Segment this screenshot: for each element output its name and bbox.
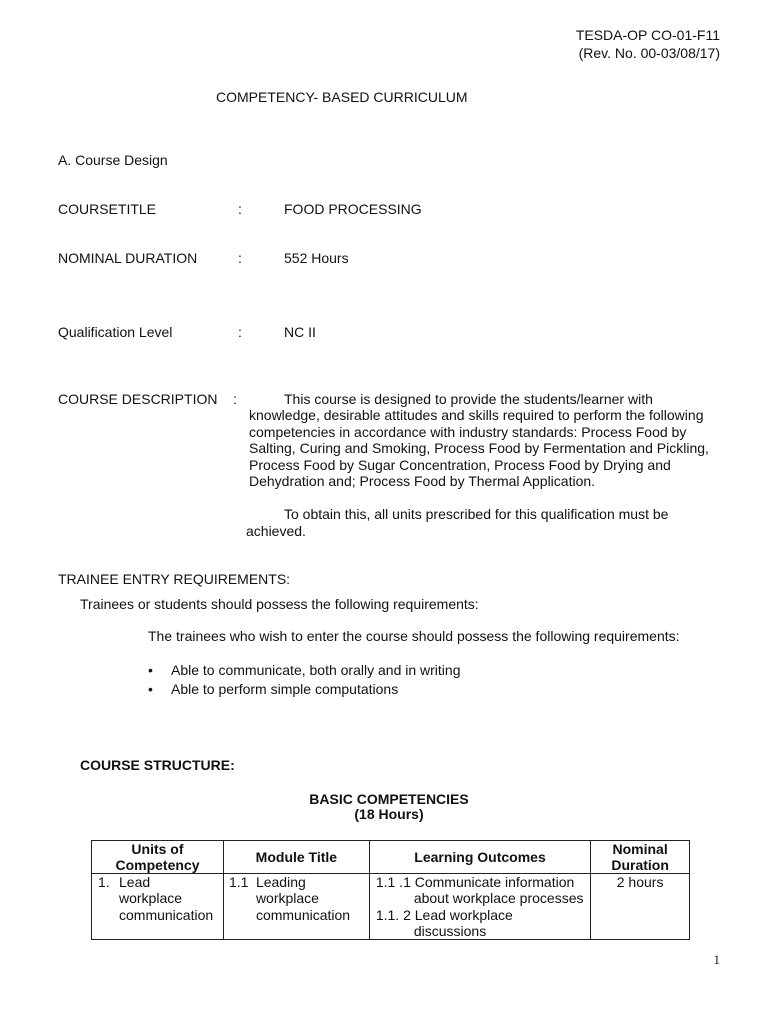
nominal-duration-cell: 2 hours (591, 874, 690, 940)
revision-number: (Rev. No. 00-03/08/17) (578, 45, 720, 61)
field-label-nominal-duration: NOMINAL DURATION (58, 250, 198, 266)
learning-outcome-item: 1.1 .1 Communicate information (375, 874, 575, 890)
field-separator: : (238, 250, 242, 266)
field-value-nominal-duration: 552 Hours (284, 250, 349, 266)
document-code: TESDA-OP CO-01-F11 (575, 27, 720, 43)
bullet-icon: • (148, 662, 153, 678)
section-heading: A. Course Design (58, 152, 168, 168)
course-description-label: COURSE DESCRIPTION (58, 391, 218, 407)
course-description-line: Dehydration and; Process Food by Thermal Application. (249, 473, 596, 489)
module-title-cell: 1.1 Leading workplace communication (223, 874, 369, 940)
field-separator: : (238, 324, 242, 340)
page-number: 1 (713, 952, 720, 967)
table-header-row (92, 841, 690, 874)
course-description-line: knowledge, desirable attitudes and skills required to perform the following (249, 407, 704, 423)
table-row (92, 874, 690, 940)
course-description-line: Process Food by Sugar Concentration, Process Food by Drying and (249, 457, 671, 473)
document-title: COMPETENCY- BASED CURRICULUM (216, 89, 468, 105)
column-header-nominal-duration: Nominal Duration (591, 841, 690, 874)
field-label-course-title: COURSETITLE (58, 201, 157, 217)
column-header-learning-outcomes: Learning Outcomes (369, 841, 590, 874)
course-description-note: achieved. (246, 523, 306, 539)
field-separator: : (238, 201, 242, 217)
basic-competencies-hours: (18 Hours) (354, 806, 424, 822)
course-description-line: Salting, Curing and Smoking, Process Food by Fermentation and Pickling, (249, 440, 709, 456)
course-description-line: This course is designed to provide the students/learner with (284, 391, 653, 407)
course-structure-heading: COURSE STRUCTURE: (80, 757, 235, 773)
course-description-note: To obtain this, all units prescribed for this qualification must be (284, 506, 669, 522)
list-item: • Able to perform simple computations (148, 681, 399, 697)
learning-outcome-item: 1.1. 2 Lead workplace (375, 906, 513, 923)
learning-outcomes-cell: 1.1 .1 Communicate information about workplace processes 1.1. 2 Lead workplace discussions (369, 874, 590, 940)
trainee-entry-heading: TRAINEE ENTRY REQUIREMENTS: (58, 571, 291, 587)
field-value-course-title: FOOD PROCESSING (284, 201, 422, 217)
trainee-entry-sub-intro: The trainees who wish to enter the course should possess the following requirements: (148, 628, 680, 644)
trainee-entry-intro: Trainees or students should possess the following requirements: (80, 596, 479, 612)
list-item: • Able to communicate, both orally and in writing (148, 662, 461, 678)
competency-table (91, 840, 690, 940)
field-value-qualification-level: NC II (284, 324, 316, 340)
field-label-qualification-level: Qualification Level (58, 324, 173, 340)
column-header-units: Units of Competency (92, 841, 224, 874)
unit-of-competency-cell: 1. Lead workplace communication (92, 874, 224, 940)
field-separator: : (233, 391, 237, 407)
column-header-module-title: Module Title (223, 841, 369, 874)
course-description-line: competencies in accordance with industry standards: Process Food by (249, 424, 687, 440)
bullet-icon: • (148, 681, 153, 697)
basic-competencies-title: BASIC COMPETENCIES (309, 791, 469, 807)
